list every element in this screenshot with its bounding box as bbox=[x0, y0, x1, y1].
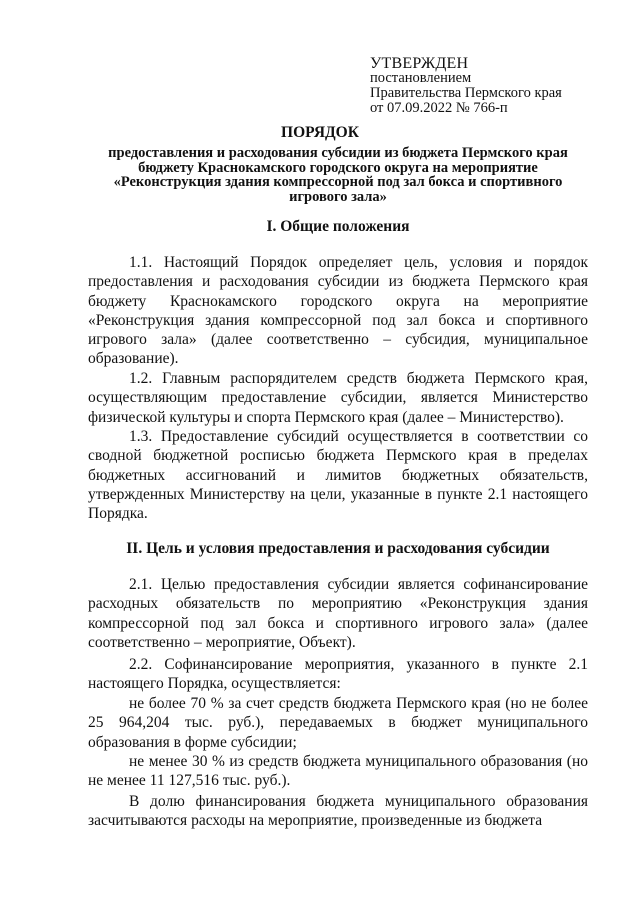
approval-block bbox=[370, 56, 562, 116]
paragraph-2-2-regional-share: не более 70 % за счет средств бюджета Пермского края (но не более 25 964,204 тыс. руб.), передаваемых в бюджет муниципального образования в форме субсидии; bbox=[88, 695, 588, 751]
paragraph-1-3: 1.3. Предоставление субсидий осуществляется в соответствии со сводной бюджетной росписью бюджета Пермского края в пределах бюджетных ассигнований и лимитов бюджетных обязательств, утвержденных Министерству на цели, указанные в пункте 2.1 настоящего Порядка. bbox=[88, 428, 588, 523]
paragraph-2-2: 2.2. Софинансирование мероприятия, указанного в пункте 2.1 настоящего Порядка, осуществляется: bbox=[88, 656, 588, 693]
section-1-heading: I. Общие положения bbox=[266, 218, 410, 235]
approval-date-number: от 07.09.2022 № 766-п bbox=[370, 100, 508, 116]
paragraph-2-2-municipal-share: не менее 30 % из средств бюджета муниципального образования (но не менее 11 127,516 тыс. руб.). bbox=[88, 753, 588, 790]
approval-act-type: постановлением bbox=[370, 70, 472, 86]
approval-status: УТВЕРЖДЕН bbox=[370, 55, 469, 72]
paragraph-2-1: 2.1. Целью предоставления субсидии является софинансирование расходных обязательств по мероприятию «Реконструкция здания компрессорной под зал бокса и спортивного игрового зала» (далее соответственно – мероприятие, Объект). bbox=[88, 576, 588, 651]
paragraph-2-2-municipal-expenses: В долю финансирования бюджета муниципального образования засчитываются расходы на мероприятие, произведенные из бюджета bbox=[88, 793, 588, 830]
document-subtitle: предоставления и расходования субсидии из бюджета Пермского края бюджету Краснокамского городского округа на мероприятие «Реконструкция здания компрессорной под зал бокса и спортивного игрового зала» bbox=[108, 145, 568, 205]
document-title: ПОРЯДОК bbox=[281, 124, 359, 141]
section-2-heading: II. Цель и условия предоставления и расходования субсидии bbox=[126, 540, 550, 557]
approval-authority: Правительства Пермского края bbox=[370, 85, 562, 101]
paragraph-1-1: 1.1. Настоящий Порядок определяет цель, условия и порядок предоставления и расходования субсидии из бюджета Пермского края бюджету Краснокамского городского округа на мероприятие «Реконструкция здания компрессорной под зал бокса и спортивного игрового зала» (далее соответственно – субсидия, муниципальное образование). bbox=[88, 254, 588, 368]
paragraph-1-2: 1.2. Главным распорядителем средств бюджета Пермского края, осуществляющим предоставление субсидии, является Министерство физической культуры и спорта Пермского края (далее – Министерство). bbox=[88, 370, 588, 426]
